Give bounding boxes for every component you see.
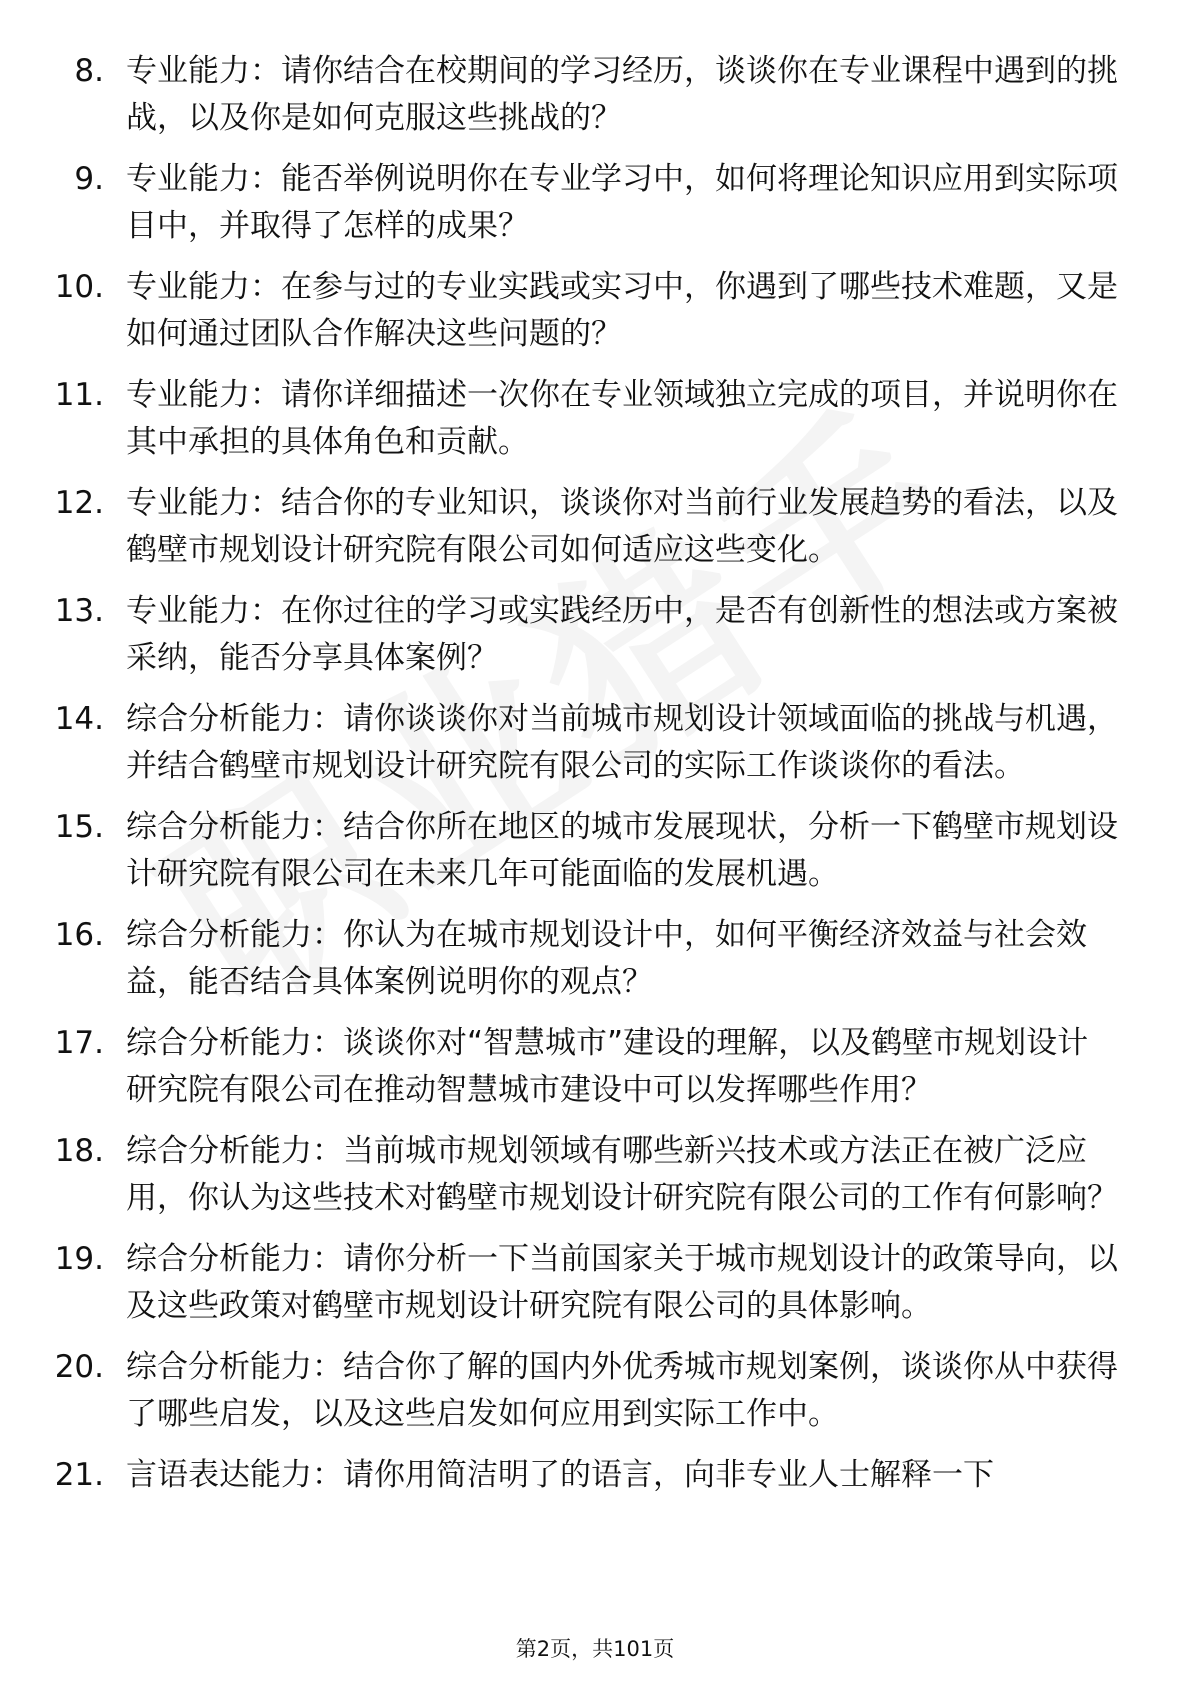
question-item-9 — [0, 156, 1190, 250]
question-number: 13. — [54, 593, 104, 629]
question-text: 专业能力：请你详细描述一次你在专业领域独立完成的项目，并说明你在其中承担的具体角色和贡献。 — [126, 377, 1118, 460]
question-number: 10. — [54, 269, 104, 305]
question-text: 专业能力：请你结合在校期间的学习经历，谈谈你在专业课程中遇到的挑战，以及你是如何克服这些挑战的？ — [126, 53, 1118, 136]
question-item-8 — [0, 48, 1190, 142]
question-item-21 — [0, 1452, 1190, 1499]
question-item-10 — [0, 264, 1190, 358]
question-number: 11. — [54, 377, 104, 413]
question-text: 综合分析能力：当前城市规划领域有哪些新兴技术或方法正在被广泛应用，你认为这些技术对鹤壁市规划设计研究院有限公司的工作有何影响？ — [126, 1133, 1118, 1216]
question-text: 专业能力：在参与过的专业实践或实习中，你遇到了哪些技术难题，又是如何通过团队合作解决这些问题的？ — [126, 269, 1118, 352]
question-item-20 — [0, 1344, 1190, 1438]
question-number: 21. — [54, 1457, 104, 1493]
question-text: 综合分析能力：你认为在城市规划设计中，如何平衡经济效益与社会效益，能否结合具体案例说明你的观点？ — [126, 917, 1087, 1000]
question-text: 专业能力：能否举例说明你在专业学习中，如何将理论知识应用到实际项目中，并取得了怎样的成果？ — [126, 161, 1118, 244]
question-number: 20. — [54, 1349, 104, 1385]
question-text: 专业能力：在你过往的学习或实践经历中，是否有创新性的想法或方案被采纳，能否分享具体案例？ — [126, 593, 1118, 676]
question-number: 15. — [54, 809, 104, 845]
question-item-13 — [0, 588, 1190, 682]
question-text: 言语表达能力：请你用简洁明了的语言，向非专业人士解释一下 — [126, 1457, 994, 1493]
question-text: 综合分析能力：结合你所在地区的城市发展现状，分析一下鹤壁市规划设计研究院有限公司在未来几年可能面临的发展机遇。 — [126, 809, 1118, 892]
question-number: 8. — [74, 53, 104, 89]
question-item-14 — [0, 696, 1190, 790]
question-number: 12. — [54, 485, 104, 521]
question-text: 综合分析能力：谈谈你对“智慧城市”建设的理解，以及鹤壁市规划设计研究院有限公司在推动智慧城市建设中可以发挥哪些作用？ — [126, 1025, 1089, 1108]
question-item-15 — [0, 804, 1190, 898]
question-number: 17. — [54, 1025, 104, 1061]
page-footer: 第2页，共101页 — [515, 1637, 675, 1661]
question-item-12 — [0, 480, 1190, 574]
question-item-19 — [0, 1236, 1190, 1330]
question-item-18 — [0, 1128, 1190, 1222]
question-number: 14. — [54, 701, 104, 737]
question-list — [0, 48, 1190, 1513]
question-item-16 — [0, 912, 1190, 1006]
question-text: 专业能力：结合你的专业知识，谈谈你对当前行业发展趋势的看法，以及鹤壁市规划设计研究院有限公司如何适应这些变化。 — [126, 485, 1118, 568]
question-item-11 — [0, 372, 1190, 466]
question-number: 18. — [54, 1133, 104, 1169]
question-item-17 — [0, 1020, 1190, 1114]
question-text: 综合分析能力：请你分析一下当前国家关于城市规划设计的政策导向，以及这些政策对鹤壁市规划设计研究院有限公司的具体影响。 — [126, 1241, 1118, 1324]
question-number: 16. — [54, 917, 104, 953]
question-number: 19. — [54, 1241, 104, 1277]
question-text: 综合分析能力：请你谈谈你对当前城市规划设计领域面临的挑战与机遇，并结合鹤壁市规划设计研究院有限公司的实际工作谈谈你的看法。 — [126, 701, 1118, 784]
question-text: 综合分析能力：结合你了解的国内外优秀城市规划案例，谈谈你从中获得了哪些启发，以及这些启发如何应用到实际工作中。 — [126, 1349, 1118, 1432]
question-number: 9. — [74, 161, 104, 197]
